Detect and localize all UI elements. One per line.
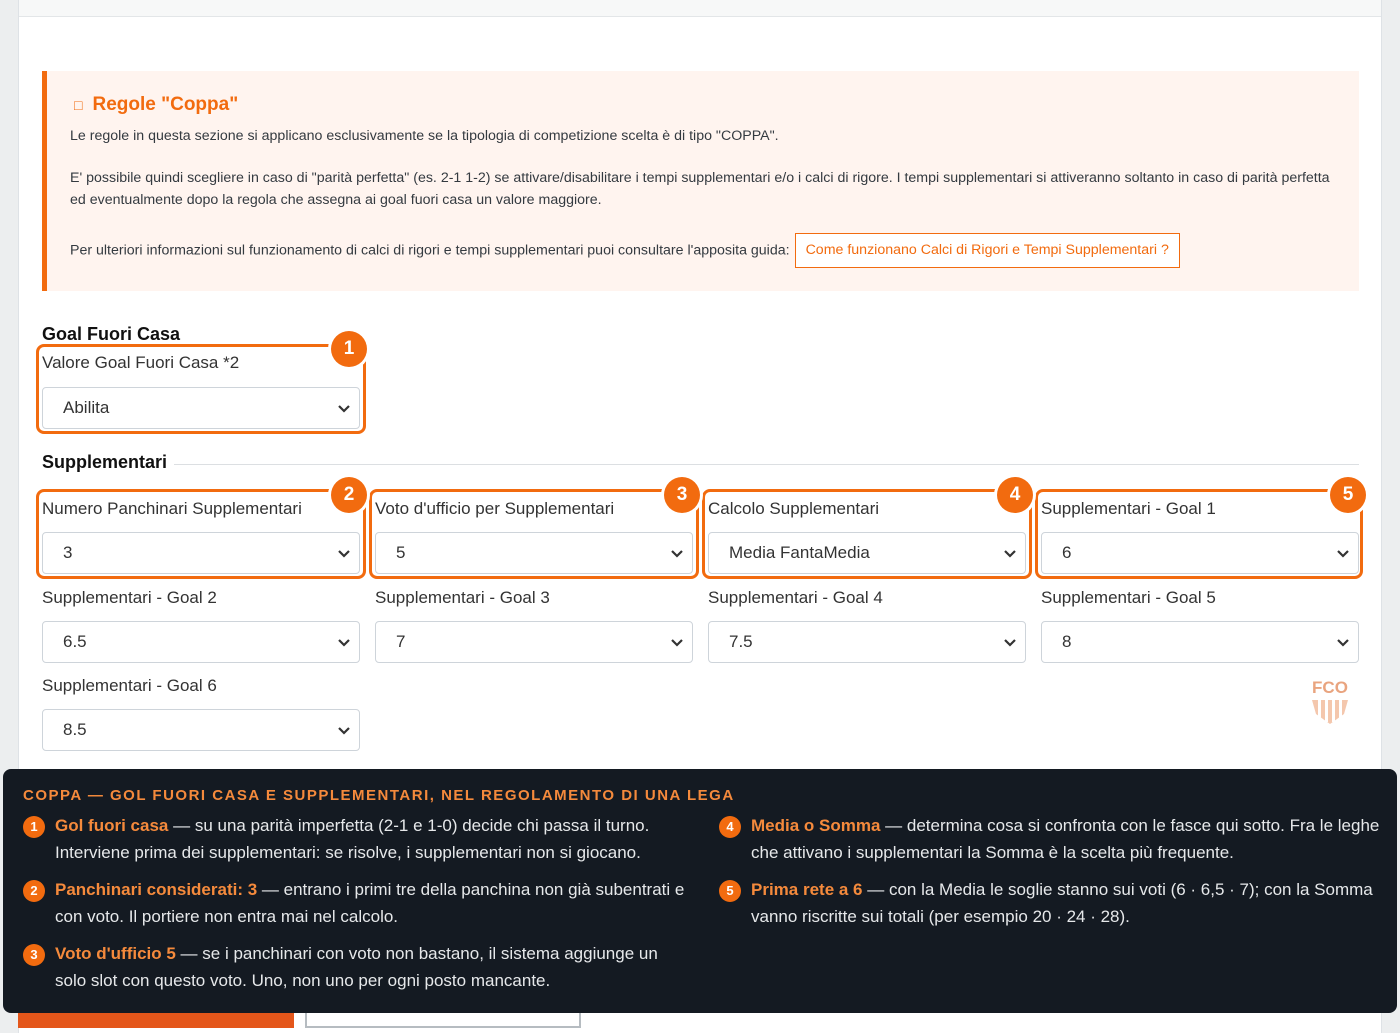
note-badge: 5 (719, 880, 741, 902)
note-4 (719, 813, 1381, 866)
note-body: — con la Media le soglie stanno sui voti (6 · 6,5 · 7); con la Somma vanno riscritte sui totali (per esempio 20 · 24 · 28). (751, 880, 1373, 926)
select-goal-3[interactable] (375, 621, 693, 663)
select-goal-5[interactable] (1041, 621, 1359, 663)
field-label-voto-ufficio: Voto d'ufficio per Supplementari (375, 499, 615, 518)
highlight-box-3 (369, 489, 699, 579)
field-label-goal-4: Supplementari - Goal 4 (708, 588, 883, 607)
note-5 (719, 877, 1381, 930)
note-body: — entrano i primi tre della panchina non già subentrati e con voto. Il portiere non entra mai nel calcolo. (55, 880, 685, 926)
note-text (55, 813, 685, 866)
field-label-panchinari: Numero Panchinari Supplementari (42, 499, 302, 518)
supplementari-heading: Supplementari (42, 452, 168, 472)
alert-paragraph-1: Le regole in questa sezione si applicano esclusivamente se la tipologia di competizione scelta è di tipo "COPPA". (70, 128, 779, 144)
note-highlight: Media o Somma (751, 816, 881, 835)
callout-badge-5: 5 (1330, 477, 1366, 513)
field-label-goal-6: Supplementari - Goal 6 (42, 676, 217, 695)
top-band (19, 0, 1381, 17)
select-goal-6[interactable] (42, 709, 360, 751)
select-value: 8 (1062, 632, 1072, 651)
select-goal-4[interactable] (708, 621, 1026, 663)
logo-text: FCO (1312, 678, 1348, 697)
explanation-panel (3, 769, 1397, 1013)
fco-logo (1310, 678, 1350, 728)
callout-badge-4: 4 (997, 477, 1033, 513)
note-highlight: Voto d'ufficio 5 (55, 944, 176, 963)
note-badge: 4 (719, 816, 741, 838)
alert-title (74, 94, 238, 116)
note-2 (23, 877, 685, 930)
highlight-box-1 (36, 344, 366, 434)
info-circle-icon: □ (74, 97, 83, 113)
select-value: 5 (396, 543, 406, 562)
select-value: 6.5 (63, 632, 87, 651)
guide-link-button[interactable]: Come funzionano Calci di Rigori e Tempi Supplementari ? (795, 233, 1180, 268)
select-value: 3 (63, 543, 73, 562)
highlight-box-5 (1035, 489, 1363, 579)
alert-paragraph-3 (70, 233, 1340, 268)
highlight-box-4 (702, 489, 1032, 579)
note-highlight: Panchinari considerati: 3 (55, 880, 258, 899)
panel-title: COPPA — GOL FUORI CASA E SUPPLEMENTARI, NEL REGOLAMENTO DI UNA LEGA (23, 787, 735, 804)
goal-fuori-casa-value: Abilita (63, 398, 110, 417)
chevron-down-icon (1336, 635, 1350, 649)
note-body: — su una parità imperfetta (2-1 e 1-0) decide chi passa il turno. Interviene prima dei supplementari: se risolve, i supplementari non si giocano. (55, 816, 650, 862)
field-label-goal-2: Supplementari - Goal 2 (42, 588, 217, 607)
alert-paragraph-2: E' possibile quindi scegliere in caso di "parità perfetta" (es. 2-1 1-2) se attivare/disabilitare i tempi supplementari e/o i calci di rigore. I tempi supplementari si attiveranno soltanto in caso di parità perfetta ed eventualmente dopo la regola che assegna ai goal fuori casa un valore maggiore. (70, 170, 1330, 208)
note-text (751, 877, 1381, 930)
field-label-goal-5: Supplementari - Goal 5 (1041, 588, 1216, 607)
select-value: 7 (396, 632, 406, 651)
chevron-down-icon (1003, 635, 1017, 649)
callout-badge-1: 1 (331, 331, 367, 367)
select-value: 7.5 (729, 632, 753, 651)
note-badge: 3 (23, 944, 45, 966)
note-body: — se i panchinari con voto non bastano, il sistema aggiunge un solo slot con questo voto. Uno, non uno per ogni posto mancante. (55, 944, 658, 990)
goal-fuori-casa-heading: Goal Fuori Casa (42, 324, 181, 344)
alert-title-text: Regole "Coppa" (92, 94, 239, 115)
field-label-goal-3: Supplementari - Goal 3 (375, 588, 550, 607)
select-value: 6 (1062, 543, 1072, 562)
section-divider (174, 464, 1359, 465)
note-badge: 1 (23, 816, 45, 838)
callout-badge-3: 3 (664, 477, 700, 513)
logo-shield-icon (1310, 698, 1350, 726)
chevron-down-icon (670, 635, 684, 649)
chevron-down-icon (337, 635, 351, 649)
select-goal-2[interactable] (42, 621, 360, 663)
note-highlight: Gol fuori casa (55, 816, 169, 835)
select-value: 8.5 (63, 720, 87, 739)
chevron-down-icon (337, 723, 351, 737)
alert-paragraph-3-text: Per ulteriori informazioni sul funzionamento di calci di rigori e tempi supplementari puoi consultare l'apposita guida: (70, 242, 790, 259)
callout-badge-2: 2 (331, 477, 367, 513)
note-highlight: Prima rete a 6 (751, 880, 863, 899)
note-badge: 2 (23, 880, 45, 902)
note-text (55, 941, 685, 994)
note-text (55, 877, 685, 930)
highlight-box-2 (36, 489, 366, 579)
coppa-rules-alert (42, 71, 1359, 291)
note-text (751, 813, 1381, 866)
goal-fuori-casa-label: Valore Goal Fuori Casa *2 (42, 353, 240, 372)
field-label-goal-1: Supplementari - Goal 1 (1041, 499, 1216, 518)
field-label-calcolo: Calcolo Supplementari (708, 499, 880, 518)
select-value: Media FantaMedia (729, 543, 870, 562)
note-body: — determina cosa si confronta con le fasce qui sotto. Fra le leghe che attivano i supplementari la Somma è la scelta più frequente. (751, 816, 1380, 862)
note-1 (23, 813, 685, 866)
note-3 (23, 941, 685, 994)
